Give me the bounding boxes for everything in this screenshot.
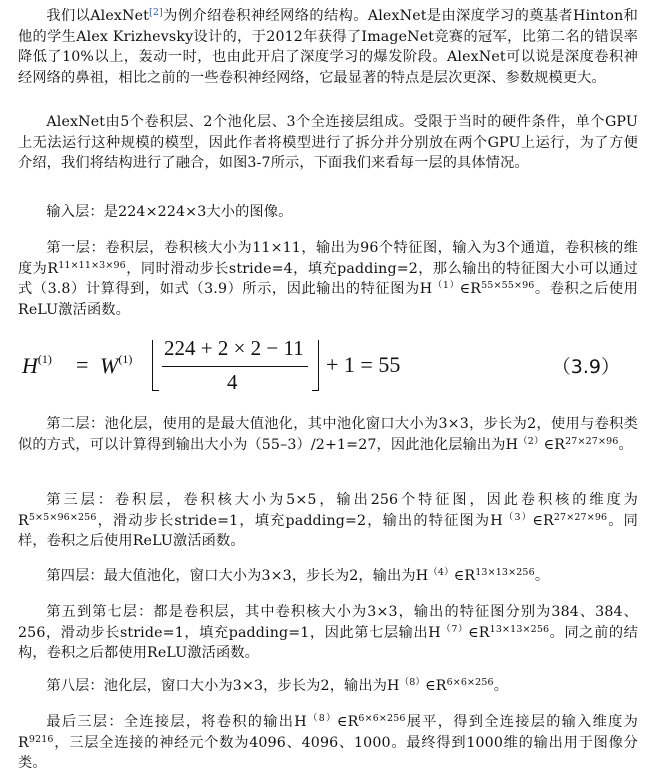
paragraph-input-layer: 输入层：是224×224×3大小的图像。	[46, 204, 293, 220]
paragraph-structure: AlexNet由5个卷积层、2个池化层、3个全连接层组成。受限于当时的硬件条件，单个GPU上无法运行这种规模的模型，因此作者将模型进行了拆分并分别放在两个GPU上运行，为了方便介绍，我们将结构进行了融合，如图3-7所示，下面我们来看每一层的具体情况。	[18, 114, 638, 172]
floor-bracket-left	[152, 340, 159, 391]
paragraph-layer-3: 第三层：卷积层，卷积核大小为5×5，输出256个特征图，因此卷积核的维度为$R^{5\times 5\times 96\times 256}$，滑动步长stride=1，填充padding=2，输出的特征图为$H^{(3)}\in R^{27\times 27\times 96}$。同样，卷积之后使用ReLU激活函数。	[18, 492, 638, 550]
floor-bracket-right	[312, 340, 319, 391]
formula-numerator: 224 + 2 × 2 − 11	[164, 336, 304, 360]
fraction-bar	[162, 366, 308, 367]
paragraph-layer-4: 第四层：最大值池化，窗口大小为3×3，步长为2，输出为$H^{(4)}\in R^{13\times 13\times 256}$。	[46, 567, 550, 584]
paragraph-layer-1: 第一层：卷积层，卷积核大小为11×11，输出为96个特征图，输入为3个通道，卷积核的维度为$R^{11\times 11\times 3\times 96}$，同时滑动步长stride=4，填充padding=2，那么输出的特征图大小可以通过式（3.8）计算得到，如式（3.9）所示，因此输出的特征图为$H^{(1)}\in R^{55\times 55\times 96}$。卷积之后使用ReLU激活函数。	[18, 240, 638, 318]
formula-w: $W^{(1)}$	[100, 352, 133, 378]
paragraph-layer-2: 第二层：池化层，使用的是最大值池化，其中池化窗口大小为3×3，步长为2，使用与卷积类似的方式，可以计算得到输出大小为（55–3）/2+1=27，因此池化层输出为$H^{(2)}\in R^{27\times 27\times 96}$。	[18, 416, 638, 453]
paragraph-final-layers: 最后三层：全连接层，将卷积的输出$H^{(8)}\in R^{6\times 6\times 256}$展平，得到全连接层的输入维度为$R^{9216}$，三层全连接的神经元个数为4096、4096、1000。最终得到1000维的输出用于图像分类。	[18, 713, 638, 772]
paragraph-layer-8: 第八层：池化层，窗口大小为3×3，步长为2，输出为$H^{(8)}\in R^{6\times 6\times 256}$。	[46, 677, 509, 694]
equation-number: （3.9）	[551, 356, 620, 378]
equation-3-9	[22, 336, 632, 400]
paragraph-layers-5-7: 第五到第七层：都是卷积层，其中卷积核大小为3×3，输出的特征图分别为384、384、256，滑动步长stride=1，填充padding=1，因此第七层输出$H^{(7)}\in R^{13\times 13\times 256}$。同之前的结构，卷积之后都使用ReLU激活函数。	[18, 604, 638, 662]
paragraph-intro: 我们以AlexNet[2]为例介绍卷积神经网络的结构。AlexNet是由深度学习的奠基者Hinton和他的学生Alex Krizhevsky设计的，于2012年获得了ImageNet竞赛的冠军，比第二名的错误率降低了10%以上，轰动一时，也由此开启了深度学习的爆发阶段。AlexNet可以说是深度卷积神经网络的鼻祖，相比之前的一些卷积神经网络，它最显著的特点是层次更深、参数规模更大。	[18, 7, 638, 86]
formula-denominator: 4	[227, 370, 238, 394]
formula-h: $H^{(1)}$	[22, 352, 52, 378]
formula-equals: =	[76, 352, 89, 377]
formula-tail: + 1 = 55	[326, 352, 401, 377]
citation-link[interactable]: [2]	[149, 7, 163, 18]
